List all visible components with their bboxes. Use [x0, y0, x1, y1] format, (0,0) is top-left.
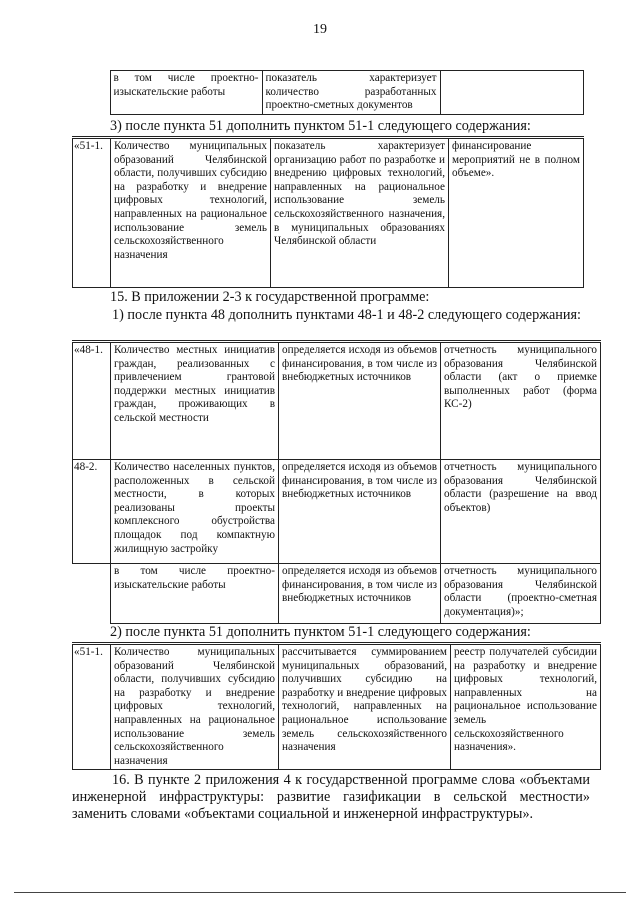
indicator-cell: Количество местных инициатив граждан, реализованных с привлечением грантовой поддержки местных инициатив граждан, проживающих в сельской местности	[111, 342, 279, 460]
paragraph-16: 16. В пункте 2 приложения 4 к государственной программе слова «объектами инженерной инфраструктуры: развитие газификации в сельской местности» заменить словами «объектами социальной и инженерной инфраструктуры».	[72, 772, 590, 822]
row-number	[72, 71, 110, 115]
source-cell: отчетность муниципального образования Челябинской области (разрешение на ввод объектов)	[441, 460, 601, 564]
table-row	[73, 138, 584, 288]
row-number	[73, 564, 111, 624]
paragraph-15-1: 1) после пункта 48 дополнить пунктами 48-1 и 48-2 следующего содержания:	[112, 307, 581, 323]
method-cell: показатель характеризует количество разработанных проектно-сметных документов	[262, 71, 440, 115]
source-cell: отчетность муниципального образования Челябинской области (проектно-сметная документация)»;	[441, 564, 601, 624]
method-cell: определяется исходя из объемов финансирования, в том числе из внебюджетных источников	[279, 460, 441, 564]
indicator-cell: Количество муниципальных образований Челябинской области, получивших субсидию на разработку и внедрение цифровых технологий, направленных на рациональное использование земель сельскохозяйственного назначения	[111, 138, 271, 288]
table-51-1-second	[72, 642, 601, 770]
method-cell: рассчитывается суммированием муниципальных образований, получивших субсидию на разработку и внедрение цифровых технологий, направленных на рациональное использование земель сельскохозяйственного назначения	[279, 644, 451, 770]
table-row	[73, 460, 601, 564]
indicator-cell: Количество муниципальных образований Челябинской области, получивших субсидию на разработку и внедрение цифровых технологий, направленных на рациональное использование земель сельскохозяйственного назначения	[111, 644, 279, 770]
page-bottom-line	[14, 892, 626, 893]
paragraph-15-2: 2) после пункта 51 дополнить пунктом 51-1 следующего содержания:	[110, 624, 531, 640]
row-number: «51-1.	[73, 138, 111, 288]
paragraph-15: 15. В приложении 2-3 к государственной программе:	[110, 289, 430, 305]
source-cell: финансирование мероприятий не в полном объеме».	[449, 138, 584, 288]
indicator-cell: Количество населенных пунктов, расположенных в сельской местности, в которых реализованы проекты комплексного обустройства площадок под компактную жилищную застройку	[111, 460, 279, 564]
source-cell	[440, 71, 583, 115]
row-number: 48-2.	[73, 460, 111, 564]
table-51-1-first	[72, 136, 584, 288]
paragraph-3: 3) после пункта 51 дополнить пунктом 51-1 следующего содержания:	[110, 118, 531, 134]
table-row	[73, 564, 601, 624]
source-cell: реестр получателей субсидии на разработку и внедрение цифровых технологий, направленных на рациональное использование земель сельскохозяйственного назначения».	[451, 644, 601, 770]
table-row	[73, 342, 601, 460]
method-cell: показатель характеризует организацию работ по разработке и внедрению цифровых технологий, направленных на рациональное использование земель сельскохозяйственного назначения, в муниципальных образованиях Челябинской области	[271, 138, 449, 288]
indicator-cell: в том числе проектно-изыскательские работы	[110, 71, 262, 115]
indicator-cell: в том числе проектно-изыскательские работы	[111, 564, 279, 624]
table-48	[72, 340, 601, 624]
table-row	[73, 644, 601, 770]
page-number: 19	[313, 22, 327, 37]
table-row	[72, 71, 583, 115]
method-cell: определяется исходя из объемов финансирования, в том числе из внебюджетных источников	[279, 342, 441, 460]
source-cell: отчетность муниципального образования Челябинской области (акт о приемке выполненных работ (форма КС-2)	[441, 342, 601, 460]
table-continued	[72, 70, 584, 115]
method-cell: определяется исходя из объемов финансирования, в том числе из внебюджетных источников	[279, 564, 441, 624]
row-number: «48-1.	[73, 342, 111, 460]
row-number: «51-1.	[73, 644, 111, 770]
